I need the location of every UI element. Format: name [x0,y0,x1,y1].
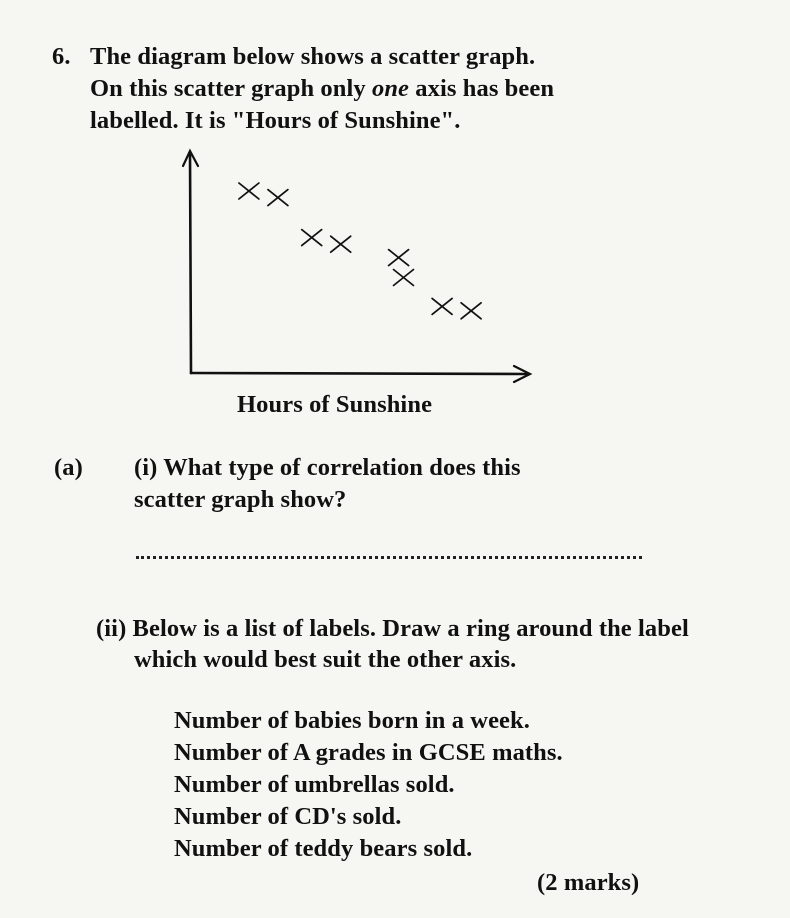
question-text-line-1: The diagram below shows a scatter graph. [90,43,536,70]
y-axis-line [190,153,191,373]
question-number: 6. [52,43,71,70]
label-option-cds[interactable]: Number of CD's sold. [174,803,402,830]
part-a-i-line-1: (i) What type of correlation does this [134,454,521,481]
emphasis-one: one [371,75,410,102]
part-a-i-line-2: scatter graph show? [134,486,347,513]
question-text-line-2-start: On this scatter graph only [90,75,372,102]
label-option-babies[interactable]: Number of babies born in a week. [174,707,530,734]
question-text-line-3: labelled. It is "Hours of Sunshine". [90,107,461,134]
answer-line[interactable] [136,556,642,559]
part-a-ii-line-2: which would best suit the other axis. [134,646,517,673]
scatter-point [394,270,414,286]
scatter-point [331,236,351,252]
scatter-point [268,190,288,206]
label-option-teddy-bears[interactable]: Number of teddy bears sold. [174,835,473,862]
label-option-umbrellas[interactable]: Number of umbrellas sold. [174,771,455,798]
scatter-point [461,303,481,319]
x-axis-label: Hours of Sunshine [237,391,433,418]
scatter-point [239,183,259,199]
scatter-point [389,250,409,266]
question-text-line-2-end: axis has been [409,75,555,102]
part-a-ii-line-1: (ii) Below is a list of labels. Draw a ring around the label [96,615,689,642]
label-option-a-grades[interactable]: Number of A grades in GCSE maths. [174,739,563,766]
part-a-label: (a) [54,454,83,481]
scatter-point [432,298,452,314]
scatter-point [302,230,322,246]
marks-label: (2 marks) [537,869,640,896]
x-axis-line [191,373,529,374]
